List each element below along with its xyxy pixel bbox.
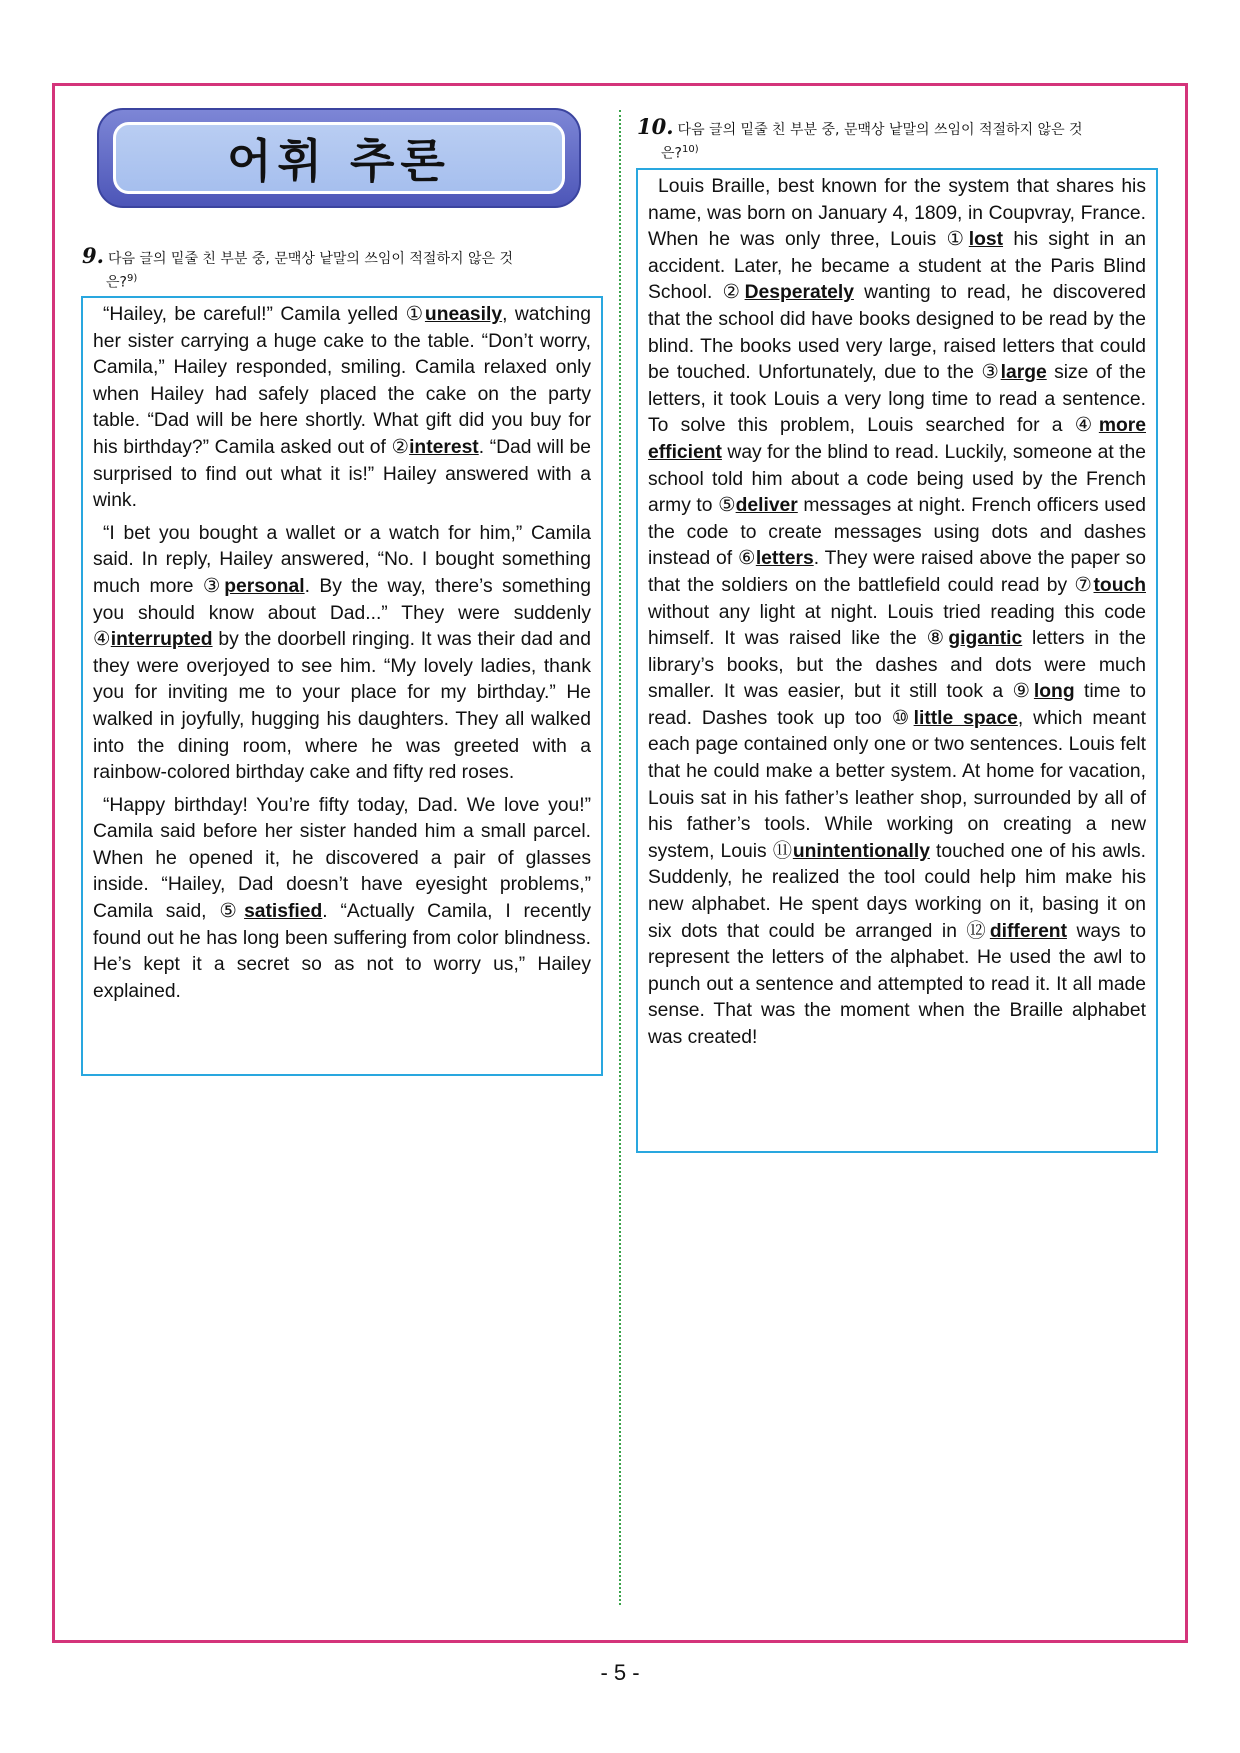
underlined-choice-word: Desperately	[744, 282, 854, 304]
passage-text: wanting to read, he discovered that the school did have books designed to be read by the blind. The books used very large, raised letters that could be touched. Unfortunately, due to the	[648, 282, 1146, 384]
choice-number-marker: ⑨	[1012, 681, 1034, 703]
passage-text: time to read. Dashes took up too	[648, 681, 1146, 729]
footnote-marker: 10)	[681, 144, 699, 155]
passage-text: way for the blind to read. Luckily, someone at the school told him about a code being used by the French army to	[648, 441, 1146, 517]
choice-number-marker: ⑩	[891, 707, 914, 729]
column-divider	[619, 110, 621, 1605]
underlined-choice-word: lost	[968, 229, 1004, 251]
underlined-choice-word: gigantic	[948, 628, 1023, 650]
choice-number-marker: ②	[391, 436, 410, 458]
passage-text: . By the way, there’s something you should know about Dad...” They were suddenly	[93, 575, 591, 624]
underlined-choice-word: touch	[1093, 574, 1146, 596]
question-prompt: 다음 글의 밑줄 친 부분 중, 문맥상 낱말의 쓰임이 적절하지 않은 것	[107, 251, 513, 267]
passage-text: “I bet you bought a wallet or a watch for him,” Camila said. In reply, Hailey answered, “No. I bought something much more	[93, 522, 591, 597]
question-10-passage-box	[636, 168, 1158, 1153]
underlined-choice-word: unintentionally	[792, 840, 930, 862]
underlined-choice-word: long	[1033, 681, 1075, 703]
underlined-choice-word: uneasily	[424, 304, 503, 325]
passage-text: without any light at night. Louis tried reading this code himself. It was raised like the	[648, 601, 1146, 650]
passage-text: . They were raised above the paper so that the soldiers on the battlefield could read by	[648, 548, 1146, 596]
section-title-inner	[113, 122, 565, 194]
underlined-choice-word: satisfied	[244, 901, 323, 923]
passage-paragraph	[93, 521, 591, 787]
passage-paragraph	[648, 174, 1146, 1052]
passage-text: letters in the library’s books, but the dashes and dots were much smaller. It was easier, but it still took a	[648, 628, 1146, 703]
passage-text: . “Actually Camila, I recently found out he has long been suffering from color blindness. He’s kept it a secret so as not to worry us,” Hailey explained.	[93, 901, 591, 1002]
passage-text: size of the letters, it took Louis a very long time to read a sentence. To solve this problem, Louis searched for a	[648, 362, 1147, 437]
choice-number-marker: ②	[722, 282, 745, 304]
underlined-choice-word: more efficient	[648, 415, 1146, 463]
passage-text: ways to represent the letters of the alphabet. He used the awl to punch out a sentence and attempted to read it. It all made sense. That was the moment when the Braille alphabet was created!	[648, 920, 1146, 1048]
footnote-marker: 9)	[126, 273, 138, 284]
underlined-choice-word: interest	[409, 436, 479, 458]
passage-text: . “Dad will be surprised to find out what it is!” Hailey answered with a wink.	[93, 436, 591, 512]
question-number: 10.	[637, 114, 674, 139]
underlined-choice-word: little space	[913, 707, 1018, 729]
choice-number-marker: ⑤	[718, 495, 736, 517]
underlined-choice-word: letters	[755, 548, 814, 570]
choice-number-marker: ①	[946, 229, 969, 251]
question-9-passage-box	[81, 296, 603, 1076]
choice-number-marker: ⑦	[1074, 574, 1094, 596]
choice-number-marker: ④	[93, 629, 111, 651]
question-10-header	[637, 114, 1157, 164]
choice-number-marker: ④	[1074, 415, 1099, 437]
question-prompt-continued: 은?$^{10)}$	[661, 144, 699, 162]
passage-text: touched one of his awls. Suddenly, he realized the tool could help him make his new alphabet. He spent days working on it, basing it on six dots that could be arranged in	[648, 840, 1147, 942]
passage-text: by the doorbell ringing. It was their dad and they were overjoyed to see him. “My lovely ladies, thank you for inviting me to your place for my birthday.” He walked in joyfully, hugging his daughters. They all walked into the dining room, where he was greeted with a rainbow-colored birthday cake and fifty red roses.	[93, 629, 591, 784]
choice-number-marker: ⑫	[966, 920, 990, 942]
passage-text: messages at night. French officers used the code to create messages using dots and dashes instead of	[648, 495, 1146, 570]
passage-paragraph	[93, 302, 591, 515]
question-9-header	[82, 243, 602, 293]
passage-text: Louis Braille, best known for the system that shares his name, was born on January 4, 1809, in Coupvray, France. When he was only three, Louis	[648, 176, 1146, 251]
choice-number-marker: ①	[405, 304, 425, 325]
passage-paragraph	[93, 793, 591, 1006]
choice-number-marker: ⑧	[926, 628, 949, 650]
choice-number-marker: ③	[981, 362, 1001, 384]
choice-number-marker: ③	[202, 575, 225, 597]
section-title-banner	[97, 108, 581, 208]
question-prompt: 다음 글의 밑줄 친 부분 중, 문맥상 낱말의 쓰임이 적절하지 않은 것	[677, 122, 1083, 138]
passage-text: his sight in an accident. Later, he became a student at the Paris Blind School.	[648, 229, 1146, 304]
passage-text: , which meant each page contained only one or two sentences. Louis felt that he could make a better system. At home for vacation, Louis sat in his father’s leather shop, surrounded by all of his father’s tools. While working on creating a new system, Louis	[648, 707, 1146, 862]
question-number: 9.	[82, 243, 104, 268]
underlined-choice-word: interrupted	[110, 629, 213, 651]
choice-number-marker: ⑤	[219, 901, 245, 923]
question-prompt-continued: 은?$^{9)}$	[106, 273, 138, 291]
underlined-choice-word: different	[989, 920, 1067, 942]
underlined-choice-word: deliver	[735, 495, 798, 517]
underlined-choice-word: large	[1000, 362, 1047, 384]
passage-text: “Happy birthday! You’re fifty today, Dad. We love you!” Camila said before her sister handed him a small parcel. When he opened it, he discovered a pair of glasses inside. “Hailey, Dad doesn’t have eyesight problems,” Camila said,	[93, 794, 591, 923]
passage-text: , watching her sister carrying a huge cake to the table. “Don’t worry, Camila,” Hailey responded, smiling. Camila relaxed only when Hailey had safely placed the cake on the party table. “Dad will be here shortly. What gift did you buy for his birthday?” Camila asked out of	[93, 304, 591, 458]
choice-number-marker: ⑪	[772, 840, 793, 862]
page-number: - 5 -	[600, 1660, 640, 1685]
section-title: 어휘 추론	[227, 134, 451, 188]
passage-text: “Hailey, be careful!” Camila yelled	[103, 304, 406, 325]
underlined-choice-word: personal	[224, 575, 305, 597]
choice-number-marker: ⑥	[738, 548, 756, 570]
